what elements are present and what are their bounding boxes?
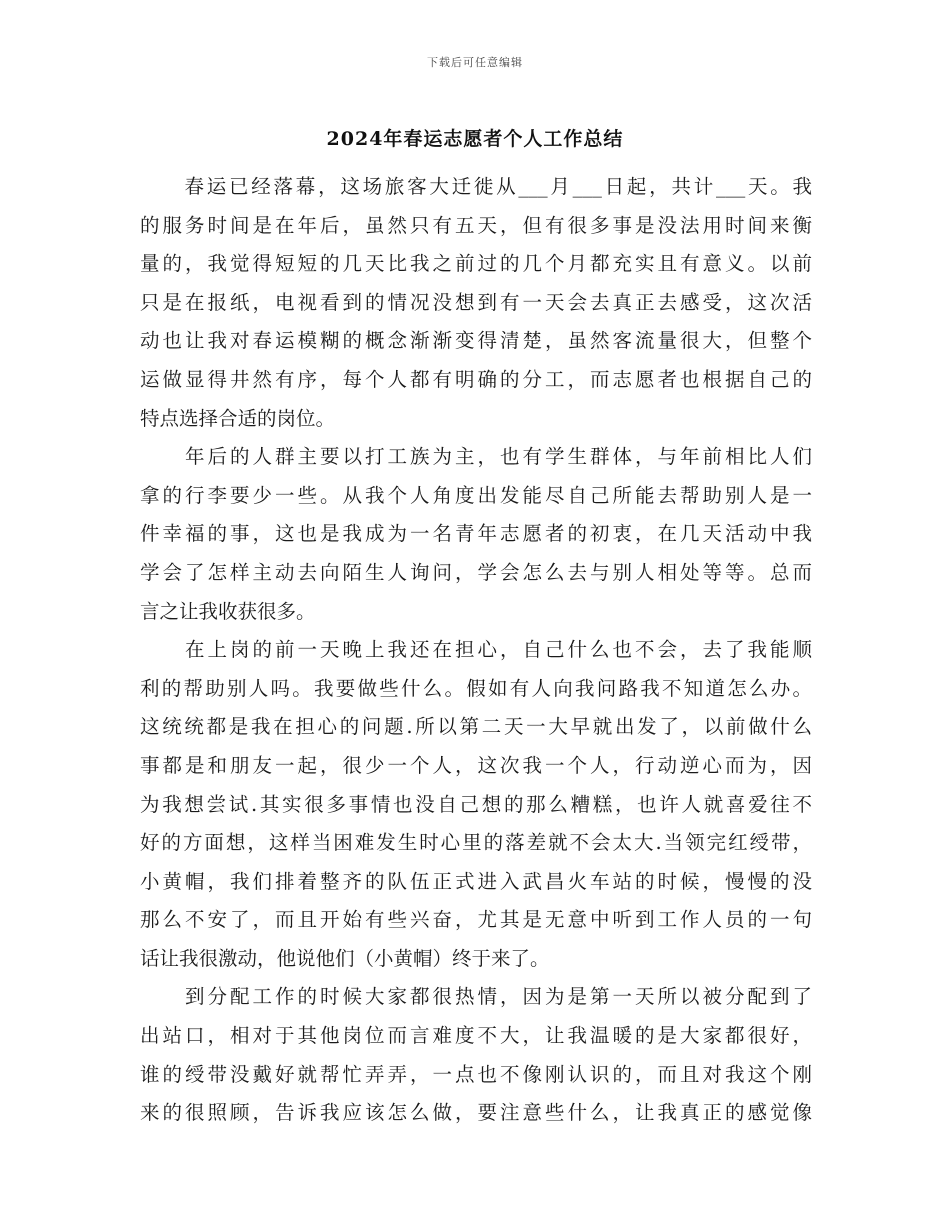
body-line: 好的方面想，这样当困难发生时心里的落差就不会太大.当领完红绶带， [140,831,812,855]
body-line: 事都是和朋友一起，很少一个人，这次我一个人，行动逆心而为，因 [140,753,812,777]
header-note: 下载后可任意编辑 [427,56,523,69]
body-line: 那么不安了，而且开始有些兴奋，尤其是无意中听到工作人员的一句 [140,908,812,932]
body-line: 为我想尝试.其实很多事情也没自己想的那么糟糕，也许人就喜爱往不 [140,792,812,816]
body-line: 这统统都是我在担心的问题.所以第二天一大早就出发了，以前做什么 [140,715,812,739]
body-line: 只是在报纸，电视看到的情况没想到有一天会去真正去感受，这次活 [140,290,812,314]
body-line: 的服务时间是在年后，虽然只有五天，但有很多事是没法用时间来衡 [140,213,812,237]
body-line: 谁的绶带没戴好就帮忙弄弄，一点也不像刚认识的，而且对我这个刚 [140,1062,812,1086]
body-line: 利的帮助别人吗。我要做些什么。假如有人向我问路我不知道怎么办。 [140,676,812,700]
document-title: 2024年春运志愿者个人工作总结 [326,128,624,150]
body-line: 动也让我对春运模糊的概念渐渐变得清楚，虽然客流量很大，但整个 [140,329,812,353]
body-line: 拿的行李要少一些。从我个人角度出发能尽自己所能去帮助别人是一 [140,483,812,507]
body-line: 到分配工作的时候大家都很热情，因为是第一天所以被分配到了 [140,985,812,1009]
body-line: 小黄帽，我们排着整齐的队伍正式进入武昌火车站的时候，慢慢的没 [140,869,812,893]
document-body [140,168,812,1133]
body-line: 运做显得井然有序，每个人都有明确的分工，而志愿者也根据自己的 [140,367,812,391]
body-line: 在上岗的前一天晚上我还在担心，自己什么也不会，去了我能顺 [140,638,812,662]
body-line: 话让我很激动，他说他们（小黄帽）终于来了。 [140,946,550,970]
body-line: 学会了怎样主动去向陌生人询问，学会怎么去与别人相处等等。总而 [140,560,812,584]
body-line: 出站口，相对于其他岗位而言难度不大，让我温暖的是大家都很好， [140,1024,812,1048]
body-line: 来的很照顾，告诉我应该怎么做，要注意些什么，让我真正的感觉像 [140,1101,812,1125]
body-line: 量的，我觉得短短的几天比我之前过的几个月都充实且有意义。以前 [140,252,812,276]
body-line: 春运已经落幕，这场旅客大迁徙从___月___日起，共计___天。我 [140,175,812,198]
body-line: 言之让我收获很多。 [140,599,316,623]
body-line: 特点选择合适的岗位。 [140,406,336,430]
body-line: 年后的人群主要以打工族为主，也有学生群体，与年前相比人们 [140,445,812,469]
body-line: 件幸福的事，这也是我成为一名青年志愿者的初衷，在几天活动中我 [140,522,812,546]
